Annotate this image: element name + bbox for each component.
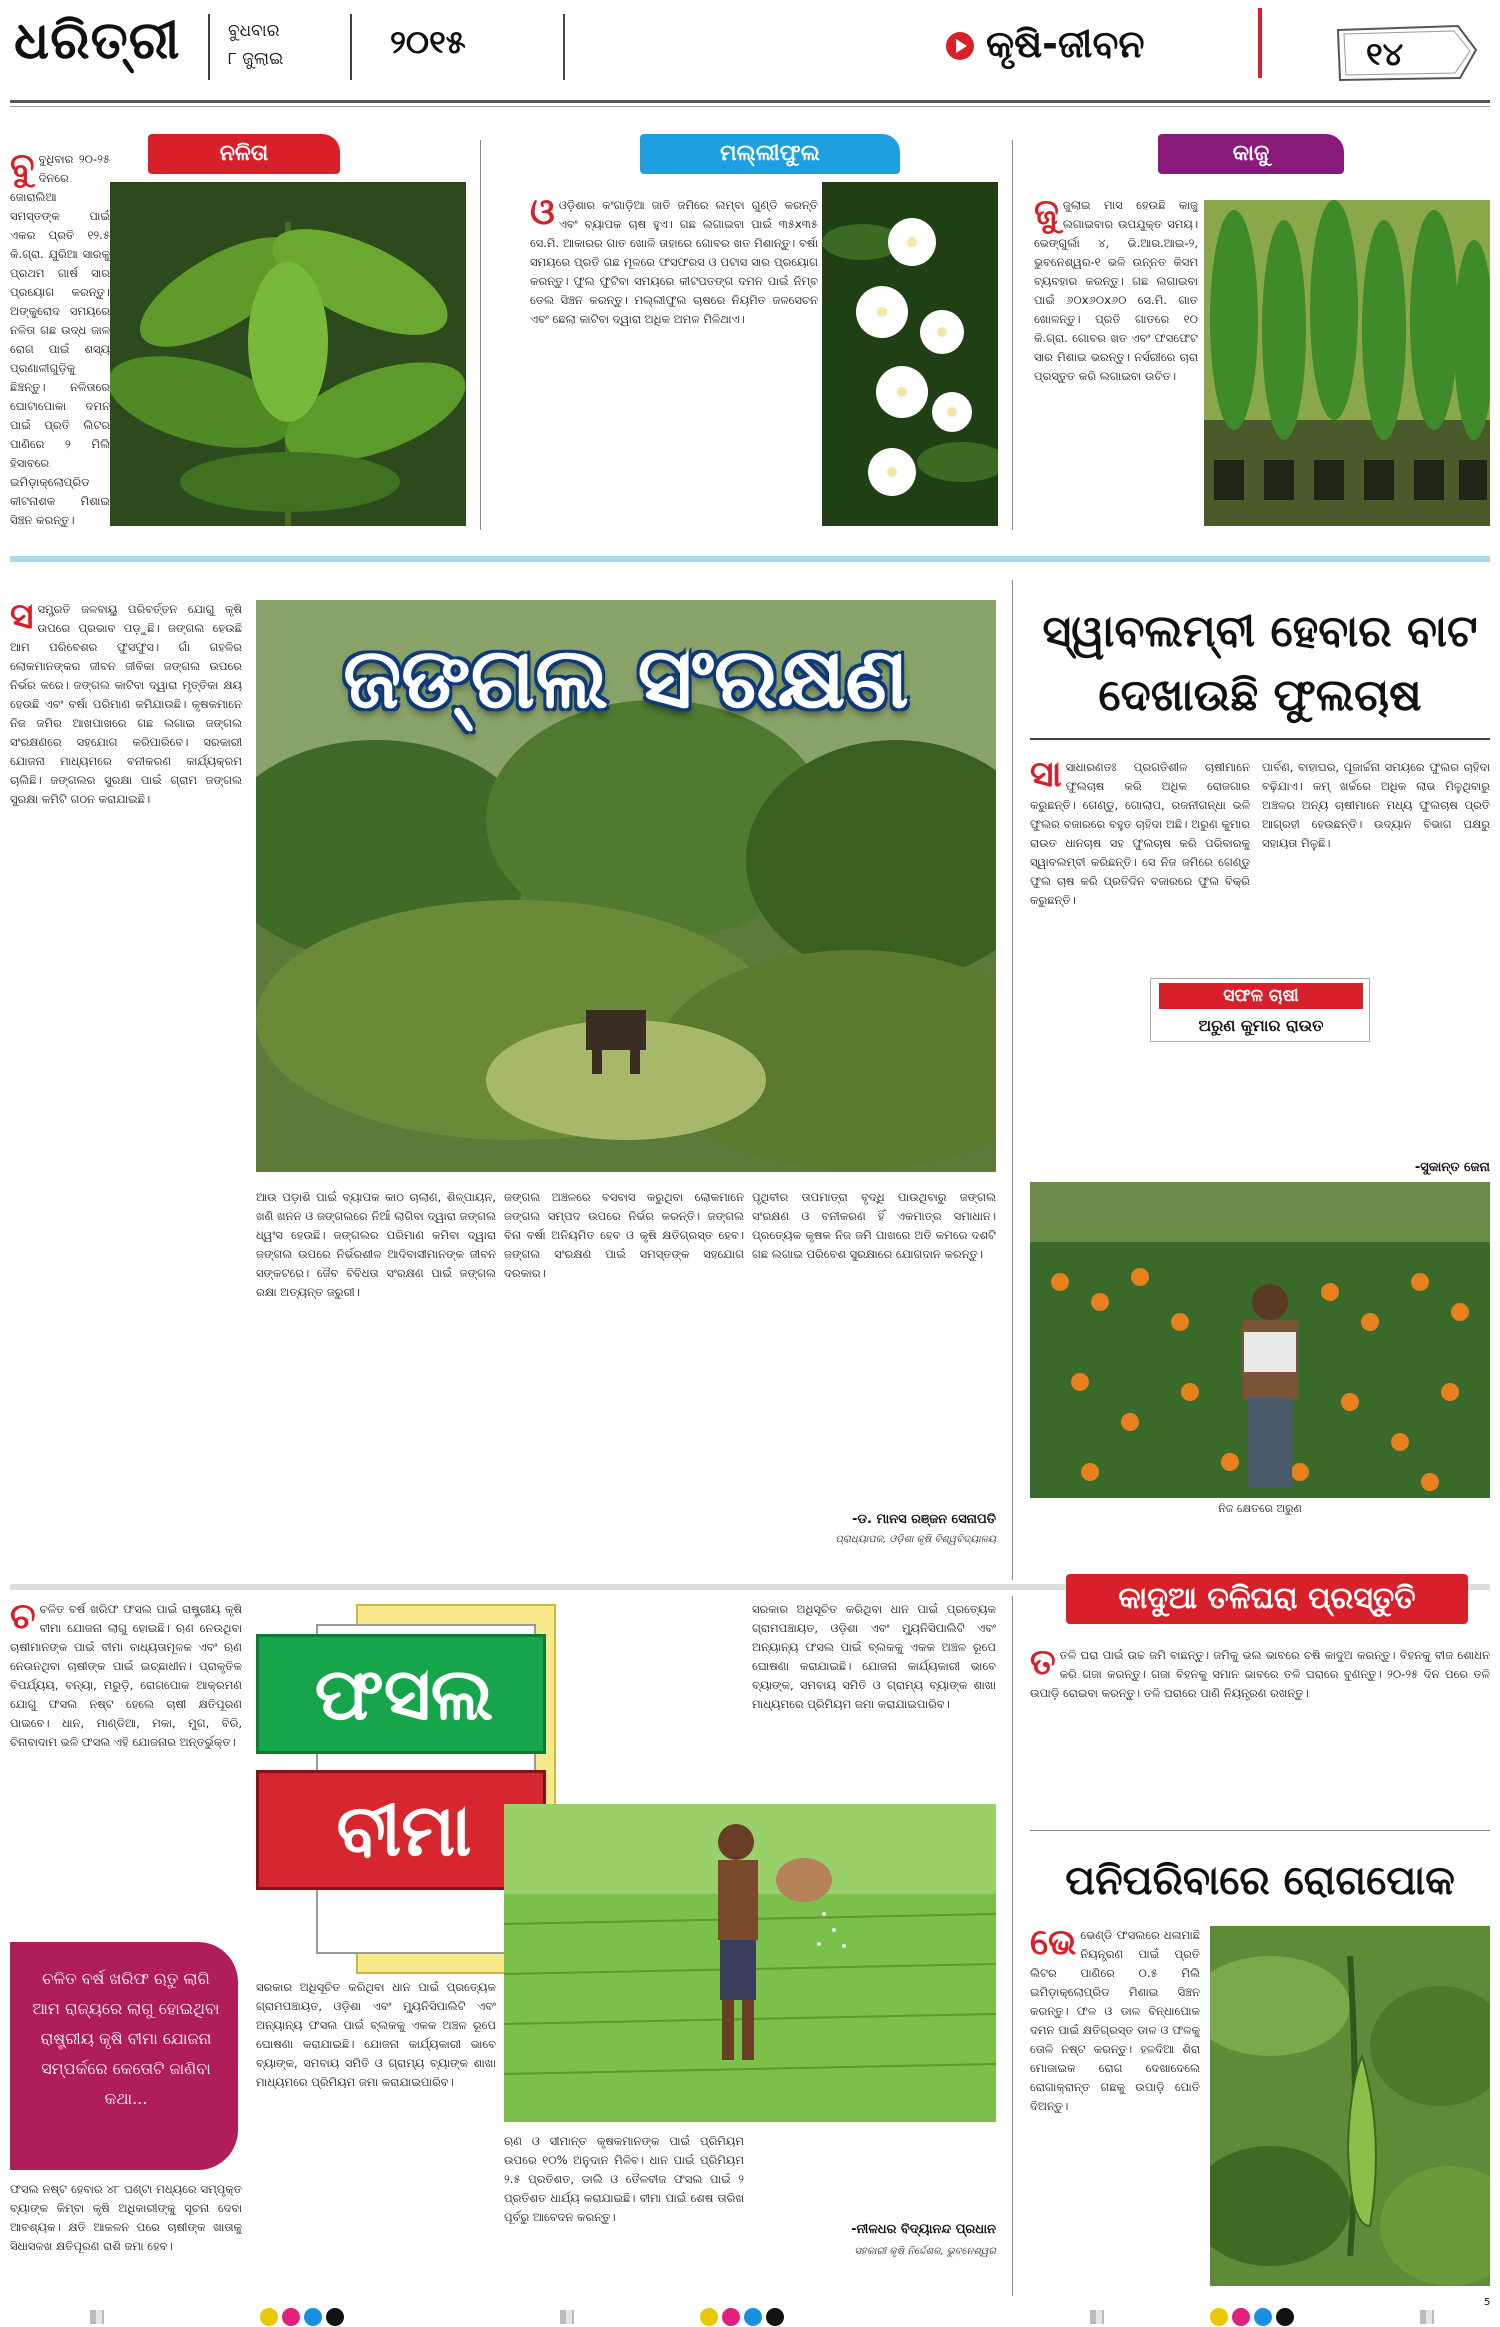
jungle-col4: ପୃଥିବୀର ତାପମାତ୍ରା ବୃଦ୍ଧି ପାଉଥିବାରୁ ଜଙ୍ଗଲ ସଂରକ୍ଷଣ ଓ ବନୀକରଣ ହିଁ ଏକମାତ୍ର ସମାଧାନ। ପ୍ରତ୍ୟେକ କୃଷକ ନିଜ ଜମି ପାଖରେ ଅତି କମରେ ଦଶଟି ଗଛ ଲଗାଇ ପରିବେଶ ସୁରକ୍ଷାରେ ଯୋଗଦାନ କରନ୍ତୁ।: [752, 1190, 996, 1261]
pest-headline: ପନିପରିବାରେ ରୋଗପୋକ: [1065, 1858, 1455, 1904]
bima-callout-text: ଚଳିତ ବର୍ଷ ଖରିଫ ଋତୁ ଲାଗି ଆମ ରାଜ୍ୟରେ ଲାଗୁ ହୋଇଥିବା ରାଷ୍ଟ୍ରୀୟ କୃଷି ବୀମା ଯୋଜନା ସମ୍ପର୍କରେ କେତୋଟି ଜାଣିବା କଥା...: [32, 1969, 220, 2108]
jungle-col2: ଆଉ ପଡ଼ାଶି ପାଇଁ ବ୍ୟାପକ କାଠ ଚାଲାଣ, ଶିଳ୍ପାୟନ, ଖଣି ଖନନ ଓ ଜଙ୍ଗଲରେ ନିଆଁ ଲାଗିବା ଦ୍ୱାରା ଜଙ୍ଗଲ ଧ୍ୱଂସ ହେଉଛି। ଜଙ୍ଗଲର ପରିମାଣ କମିବା ଦ୍ୱାରା ଜଙ୍ଗଲ ଉପରେ ନିର୍ଭରଶୀଳ ଆଦିବାସୀମାନଙ୍କ ଜୀବନ ସଙ୍କଟରେ। ଜୈବ ବିବିଧତା ସଂରକ୍ଷଣ ପାଇଁ ଜଙ୍ଗଲ ରକ୍ଷା ଅତ୍ୟନ୍ତ ଜରୁରୀ।: [256, 1190, 496, 1299]
nalita-article: ବୁବୁଧିବାର ୨୦-୨୫ ଦିନରେ ଜୋରାଲିଆ ସମସ୍ତଙ୍କ ପାଇଁ ଏକର ପ୍ରତି ୧୨.୫ କି.ଗ୍ରା. ଯୁରିଆ ସାରକୁ ପ୍ରଥମ ଗାର୍ଷ ସାର ପ୍ରୟୋଗ କରନ୍ତୁ। ଅଙ୍କୁରୋଦ ସମୟରେ ନଳିତା ଗଛ ଉଦ୍ଧ ଜାଳ ରୋଗ ପାଇଁ ଶସ୍ୟ ପ୍ରଣାଳୀଗୁଡ଼ିକୁ ଛିଞ୍ଚନ୍ତୁ। ନଳିତାରେ ଘୋଟାପୋକା ଦମନ ପାଇଁ ପ୍ରତି ଲିଟର ପାଣିରେ ୨ ମିଲି ହିସାବରେ ଇମିଡ଼ାକ୍ଲୋପ୍ରିଡ କୀଟନାଶକ ମିଶାଇ ସିଞ୍ଚନ କରନ୍ତୁ।: [10, 150, 110, 527]
malli-article: ଓଓଡ଼ିଶାର କଂଗାଡ଼ିଆ ଜାତି ଜମିରେ ଲମ୍ବା ଗୁଣ୍ଡି କରନ୍ତି ଏବଂ ବ୍ୟାପକ ଚାଷ ହୁଏ। ଗଛ ଲଗାଇବା ପାଇଁ ୩୫x୩୫ ସେ.ମି. ଆକାରର ଗାତ ଖୋଳି ତାହାରେ ଗୋବର ଖତ ମିଶାନ୍ତୁ। ବର୍ଷା ସମୟରେ ପ୍ରତି ଗଛ ମୂଳରେ ଫସଫରସ ଓ ପଟାସ ସାର ପ୍ରୟୋଗ କରନ୍ତୁ। ଫୁଲ ଫୁଟିବା ସମୟରେ କୀଟପତଙ୍ଗ ଦମନ ପାଇଁ ନିମ୍ବ ତେଲ ସିଞ୍ଚନ କରନ୍ତୁ। ମଲ୍ଲୀଫୁଲ ଚାଷରେ ନିୟମିତ ଜଳସେଚନ ଏବଂ ଛେଲା କାଟିବା ଦ୍ୱାରା ଅଧିକ ଅମଳ ମିଳିଥାଏ।: [530, 196, 818, 326]
farmer-name: ଅରୁଣ କୁମାର ରାଉତ: [1198, 1016, 1324, 1035]
bima-lead-article: ଚଚଳିତ ବର୍ଷ ଖରିଫ ଫସଲ ପାଇଁ ରାଷ୍ଟ୍ରୀୟ କୃଷି ବୀମା ଯୋଜନା ଲାଗୁ ହୋଇଛି। ଋଣ ନେଉଥିବା ଚାଷୀମାନଙ୍କ ପାଇଁ ବୀମା ବାଧ୍ୟତାମୂଳକ ଏବଂ ଋଣ ନେଉନଥିବା ଚାଷୀଙ୍କ ପାଇଁ ଇଚ୍ଛାଧୀନ। ପ୍ରାକୃତିକ ବିପର୍ଯ୍ୟୟ, ବନ୍ୟା, ମରୁଡ଼ି, ରୋଗପୋକ ଆକ୍ରମଣ ଯୋଗୁ ଫସଲ ନଷ୍ଟ ହେଲେ ଚାଷୀ କ୍ଷତିପୂରଣ ପାଇବେ। ଧାନ, ମାଣ୍ଡିଆ, ମକା, ମୁଗ, ବିରି, ଚିନାବାଦାମ ଭଳି ଫସଲ ଏହି ଯୋଜନାର ଅନ୍ତର୍ଭୁକ୍ତ।: [10, 1600, 242, 1749]
jungle-byline: -ଡ. ମାନସ ରଞ୍ଜନ ସେନାପତି: [851, 1512, 996, 1527]
section-title: କୃଷି-ଜୀବନ: [986, 22, 1145, 66]
bima-byline: -ନୀଳଧର ବିଦ୍ୟାନନ୍ଦ ପ୍ରଧାନ: [851, 2222, 996, 2237]
pest-article: ଭେଭେଣ୍ଡି ଫସଲରେ ଧଳାମାଛି ନିୟନ୍ତ୍ରଣ ପାଇଁ ପ୍ରତି ଲିଟର ପାଣିରେ ୦.୫ ମିଲି ଇମିଡ଼ାକ୍ଲୋପ୍ରିଡ ମିଶାଇ ସିଞ୍ଚନ କରନ୍ତୁ। ଫଳ ଓ ଡାଳ ବିନ୍ଧାପୋକ ଦମନ ପାଇଁ କ୍ଷତିଗ୍ରସ୍ତ ଡାଳ ଓ ଫଳକୁ ତୋଳି ନଷ୍ଟ କରନ୍ତୁ। ହଳଦିଆ ଶିରା ମୋଜାଇକ ରୋଗ ଦେଖାଦେଲେ ରୋଗାକ୍ରାନ୍ତ ଗଛକୁ ଉପାଡ଼ି ପୋତି ଦିଅନ୍ତୁ।: [1030, 1926, 1200, 2113]
issue-day: ବୁଧବାର: [228, 21, 280, 41]
jungle-headline: ଜଙ୍ଗଲ ସଂରକ୍ଷଣ: [343, 629, 909, 727]
flower-byline: -ସୁକାନ୍ତ ଜେନା: [1414, 1160, 1490, 1175]
masthead: [0, 0, 1500, 96]
tag-kaju: କାଜୁ: [1158, 134, 1344, 174]
bima-col4: ସରକାର ଅଧିସୂଚିତ କରିଥିବା ଧାନ ପାଇଁ ପ୍ରତ୍ୟେକ ଗ୍ରାମପଞ୍ଚାୟତ, ଓଡ଼ିଶା ଏବଂ ମ୍ୟୁନିସିପାଲିଟି ଏବଂ ଅନ୍ୟାନ୍ୟ ଫସଲ ପାଇଁ ବ୍ଲକକୁ ଏକକ ଅଞ୍ଚଳ ରୂପେ ଘୋଷଣା କରାଯାଇଛି। ଯୋଜନା କାର୍ଯ୍ୟକାରୀ ଭାବେ ବ୍ୟାଙ୍କ, ସମବାୟ ସମିତି ଓ ଗ୍ରାମ୍ୟ ବ୍ୟାଙ୍କ ଶାଖା ମାଧ୍ୟମରେ ପ୍ରିମିୟମ ଜମା କରାଯାଇପାରିବ।: [752, 1602, 996, 1711]
okra-photo: [1210, 1926, 1490, 2286]
jungle-lead-article: ସସମ୍ପ୍ରତି ଜଳବାୟୁ ପରିବର୍ତ୍ତନ ଯୋଗୁ କୃଷି ଉପରେ ପ୍ରଭାବ ପଡ଼ୁଛି। ଜଙ୍ଗଲ ହେଉଛି ଆମ ପରିବେଶର ଫୁସଫୁସ। ଗାଁ ଗହଳିର ଲୋକମାନଙ୍କର ଜୀବନ ଜୀବିକା ଜଙ୍ଗଲ ଉପରେ ନିର୍ଭର କରେ। ଜଙ୍ଗଲ କାଟିବା ଦ୍ୱାରା ମୃତ୍ତିକା କ୍ଷୟ ହେଉଛି ଏବଂ ବର୍ଷା ପରିମାଣ କମିଯାଉଛି। କୃଷକମାନେ ନିଜ ଜମିର ଆଖପାଖରେ ଗଛ ଲଗାଇ ଜଙ୍ଗଲ ସଂରକ୍ଷଣରେ ସହଯୋଗ କରିପାରିବେ। ସରକାରୀ ଯୋଜନା ମାଧ୍ୟମରେ ବନୀକରଣ କାର୍ଯ୍ୟକ୍ରମ ଚାଲିଛି। ଜଙ୍ଗଲର ସୁରକ୍ଷା ପାଇଁ ଗ୍ରାମ ଜଙ୍ଗଲ ସୁରକ୍ଷା କମିଟି ଗଠନ କରାଯାଇଛି।: [10, 600, 242, 806]
bima-lead-article-cont: ଫସଲ ନଷ୍ଟ ହେବାର ୪୮ ଘଣ୍ଟା ମଧ୍ୟରେ ସମ୍ପୃକ୍ତ ବ୍ୟାଙ୍କ କିମ୍ବା କୃଷି ଅଧିକାରୀଙ୍କୁ ସୂଚନା ଦେବା ଆବଶ୍ୟକ। କ୍ଷତି ଆକଳନ ପରେ ଚାଷୀଙ୍କ ଖାତାକୁ ସିଧାସଳଖ କ୍ଷତିପୂରଣ ରାଶି ଜମା ହେବ।: [10, 2182, 242, 2253]
bima-tile-red: ବୀମା: [256, 1770, 546, 1890]
kadua-headline: କାଦୁଆ ତଳିଘରା ପ୍ରସ୍ତୁତି: [1118, 1581, 1416, 1616]
play-icon: [946, 32, 974, 60]
flower-headline-1: ସ୍ୱାବଲମ୍ବୀ ହେବାର ବାଟ: [1042, 606, 1478, 657]
kadua-headline-box: [1066, 1574, 1468, 1624]
success-label: ସଫଳ ଚାଷୀ: [1159, 983, 1363, 1009]
jungle-byline-sub: ପ୍ରାଧ୍ୟାପକ, ଓଡ଼ିଶା କୃଷି ବିଶ୍ୱବିଦ୍ୟାଳୟ: [835, 1534, 996, 1545]
jungle-col3: ଜଙ୍ଗଲ ଅଞ୍ଚଳରେ ବସବାସ କରୁଥିବା ଲୋକମାନେ ଜଙ୍ଗଲ ସମ୍ପଦ ଉପରେ ନିର୍ଭର କରନ୍ତି। ଜଙ୍ଗଲ ବିନା ବର୍ଷା ଅନିୟମିତ ହେବ ଓ କୃଷି କ୍ଷତିଗ୍ରସ୍ତ ହେବ। ଜଙ୍ଗଲ ସଂରକ୍ଷଣ ପାଇଁ ସମସ୍ତଙ୍କ ସହଯୋଗ ଦରକାର।: [504, 1190, 744, 1280]
farmer-flower-photo: [1030, 1182, 1490, 1498]
footer-bar-left: [90, 2310, 104, 2324]
page-number-tab: ୧୪: [1330, 20, 1480, 86]
bima-byline-sub: ସହକାରୀ କୃଷି ନିର୍ଦ୍ଦେଶକ, ଭୁବନେଶ୍ୱର: [854, 2246, 996, 2257]
registration-mark: [260, 2308, 278, 2326]
flower-article-col2: ପାର୍ବଣ, ବାହାଘର, ପୂଜାର୍ଚ୍ଚନା ସମୟରେ ଫୁଲର ଚାହିଦା ବଢ଼ିଯାଏ। କମ୍ ଖର୍ଚ୍ଚରେ ଅଧିକ ଲାଭ ମିଳୁଥିବାରୁ ଅଞ୍ଚଳର ଅନ୍ୟ ଚାଷୀମାନେ ମଧ୍ୟ ଫୁଲଚାଷ ପ୍ରତି ଆଗ୍ରହୀ ହେଉଛନ୍ତି। ଉଦ୍ୟାନ ବିଭାଗ ପକ୍ଷରୁ ସହାୟତା ମିଳୁଛି।: [1262, 760, 1490, 850]
farmer-photo-caption: ନିଜ କ୍ଷେତରେ ଅରୁଣ: [1218, 1502, 1302, 1515]
bima-col3: ଋଣ ଓ ସୀମାନ୍ତ କୃଷକମାନଙ୍କ ପାଇଁ ପ୍ରିମିୟମ ଉପରେ ୧୦% ଅନୁଦାନ ମିଳିବ। ଧାନ ପାଇଁ ପ୍ରିମିୟମ ୨.୫ ପ୍ରତିଶତ, ଡାଲି ଓ ତୈଳବୀଜ ଫସଲ ପାଇଁ ୨ ପ୍ରତିଶତ ଧାର୍ଯ୍ୟ କରାଯାଇଛି। ବୀମା ପାଇଁ ଶେଷ ତାରିଖ ପୂର୍ବରୁ ଆବେଦନ କରନ୍ତୁ।: [504, 2134, 744, 2224]
bima-col2: ସରକାର ଅଧିସୂଚିତ କରିଥିବା ଧାନ ପାଇଁ ପ୍ରତ୍ୟେକ ଗ୍ରାମପଞ୍ଚାୟତ, ଓଡ଼ିଶା ଏବଂ ମ୍ୟୁନିସିପାଲିଟି ଏବଂ ଅନ୍ୟାନ୍ୟ ଫସଲ ପାଇଁ ବ୍ଲକକୁ ଏକକ ଅଞ୍ଚଳ ରୂପେ ଘୋଷଣା କରାଯାଇଛି। ଯୋଜନା କାର୍ଯ୍ୟକାରୀ ଭାବେ ବ୍ୟାଙ୍କ, ସମବାୟ ସମିତି ଓ ଗ୍ରାମ୍ୟ ବ୍ୟାଙ୍କ ଶାଖା ମାଧ୍ୟମରେ ପ୍ରିମିୟମ ଜମା କରାଯାଇପାରିବ।: [256, 1980, 496, 2089]
kadua-article: ତତଳି ଘରା ପାଇଁ ଉଚ୍ଚ ଜମି ବାଛନ୍ତୁ। ଜମିକୁ ଭଲ ଭାବରେ ଚଷି କାଦୁଅ କରନ୍ତୁ। ବିହନକୁ ବୀଜ ଶୋଧନ କରି ଗଜା କରନ୍ତୁ। ଗଜା ବିହନକୁ ସମାନ ଭାବରେ ତଳି ଘରାରେ ବୁଣନ୍ତୁ। ୨୦-୨୫ ଦିନ ପରେ ତଳି ଉପାଡ଼ି ରୋଇବା କରନ୍ତୁ। ତଳି ଘରାରେ ପାଣି ନିୟନ୍ତ୍ରଣ ରଖନ୍ତୁ।: [1030, 1646, 1490, 1700]
mallifula-photo: [822, 182, 998, 526]
flower-article: ସାସାଧାରଣତଃ ପ୍ରଗତିଶୀଳ ଚାଷୀମାନେ ଫୁଲଚାଷ କରି ଅଧିକ ରୋଜଗାର କରୁଛନ୍ତି। ଗେଣ୍ଡୁ, ଗୋଲାପ, ରଜନୀଗନ୍ଧା ଭଳି ଫୁଲର ବଜାରରେ ବହୁତ ଚାହିଦା ଅଛି। ଅରୁଣ କୁମାର ରାଉତ ଧାନଚାଷ ସହ ଫୁଲଚାଷ କରି ପରିବାରକୁ ସ୍ୱାବଲମ୍ବୀ କରିଛନ୍ତି। ସେ ନିଜ ଜମିରେ ଗେଣ୍ଡୁ ଫୁଲ ଚାଷ କରି ପ୍ରତିଦିନ ବଜାରରେ ଫୁଲ ବିକ୍ରି କରୁଛନ୍ତି।: [1030, 758, 1250, 907]
success-farmer-box: [1150, 978, 1370, 1042]
nalita-photo: [110, 182, 466, 526]
jungle-photo: [256, 600, 996, 1172]
bima-callout: [10, 1942, 238, 2170]
tag-mallifula: ମଲ୍ଲୀଫୁଲ: [640, 134, 900, 174]
kaju-photo: [1204, 200, 1490, 526]
farmer-fertilizer-photo: [504, 1804, 996, 2122]
issue-year: ୨୦୧୫: [390, 23, 466, 61]
page-corner-number: 5: [1484, 2297, 1491, 2308]
issue-date: ୮ ଜୁଲାଇ: [228, 49, 284, 69]
bima-tile-green: ଫସଲ: [256, 1634, 546, 1754]
tag-nalita: ନଳିତା: [148, 134, 340, 174]
logo: ଧରିତ୍ରୀ: [14, 11, 181, 71]
kaju-article: ଜୁଜୁଲାଇ ମାସ ହେଉଛି କାଜୁ ଲଗାଇବାର ଉପଯୁକ୍ତ ସମୟ। ଭେଙ୍ଗୁର୍ଲା ୪, ଭି.ଆର.ଆଇ-୨, ଭୁବନେଶ୍ୱର-୧ ଭଳି ଉନ୍ନତ କିସମ ବ୍ୟବହାର କରନ୍ତୁ। ଗଛ ଲଗାଇବା ପାଇଁ ୬୦x୬୦x୬୦ ସେ.ମି. ଗାତ ଖୋଳନ୍ତୁ। ପ୍ରତି ଗାତରେ ୧୦ କି.ଗ୍ରା. ଗୋବର ଖତ ଏବଂ ଫସଫେଟ ସାର ମିଶାଇ ଭରନ୍ତୁ। ନର୍ସରୀରେ ଚାରା ପ୍ରସ୍ତୁତ କରି ଲଗାଇବା ଉଚିତ।: [1034, 196, 1198, 383]
flower-headline-2: ଦେଖାଉଛି ଫୁଲଚାଷ: [1098, 670, 1422, 721]
